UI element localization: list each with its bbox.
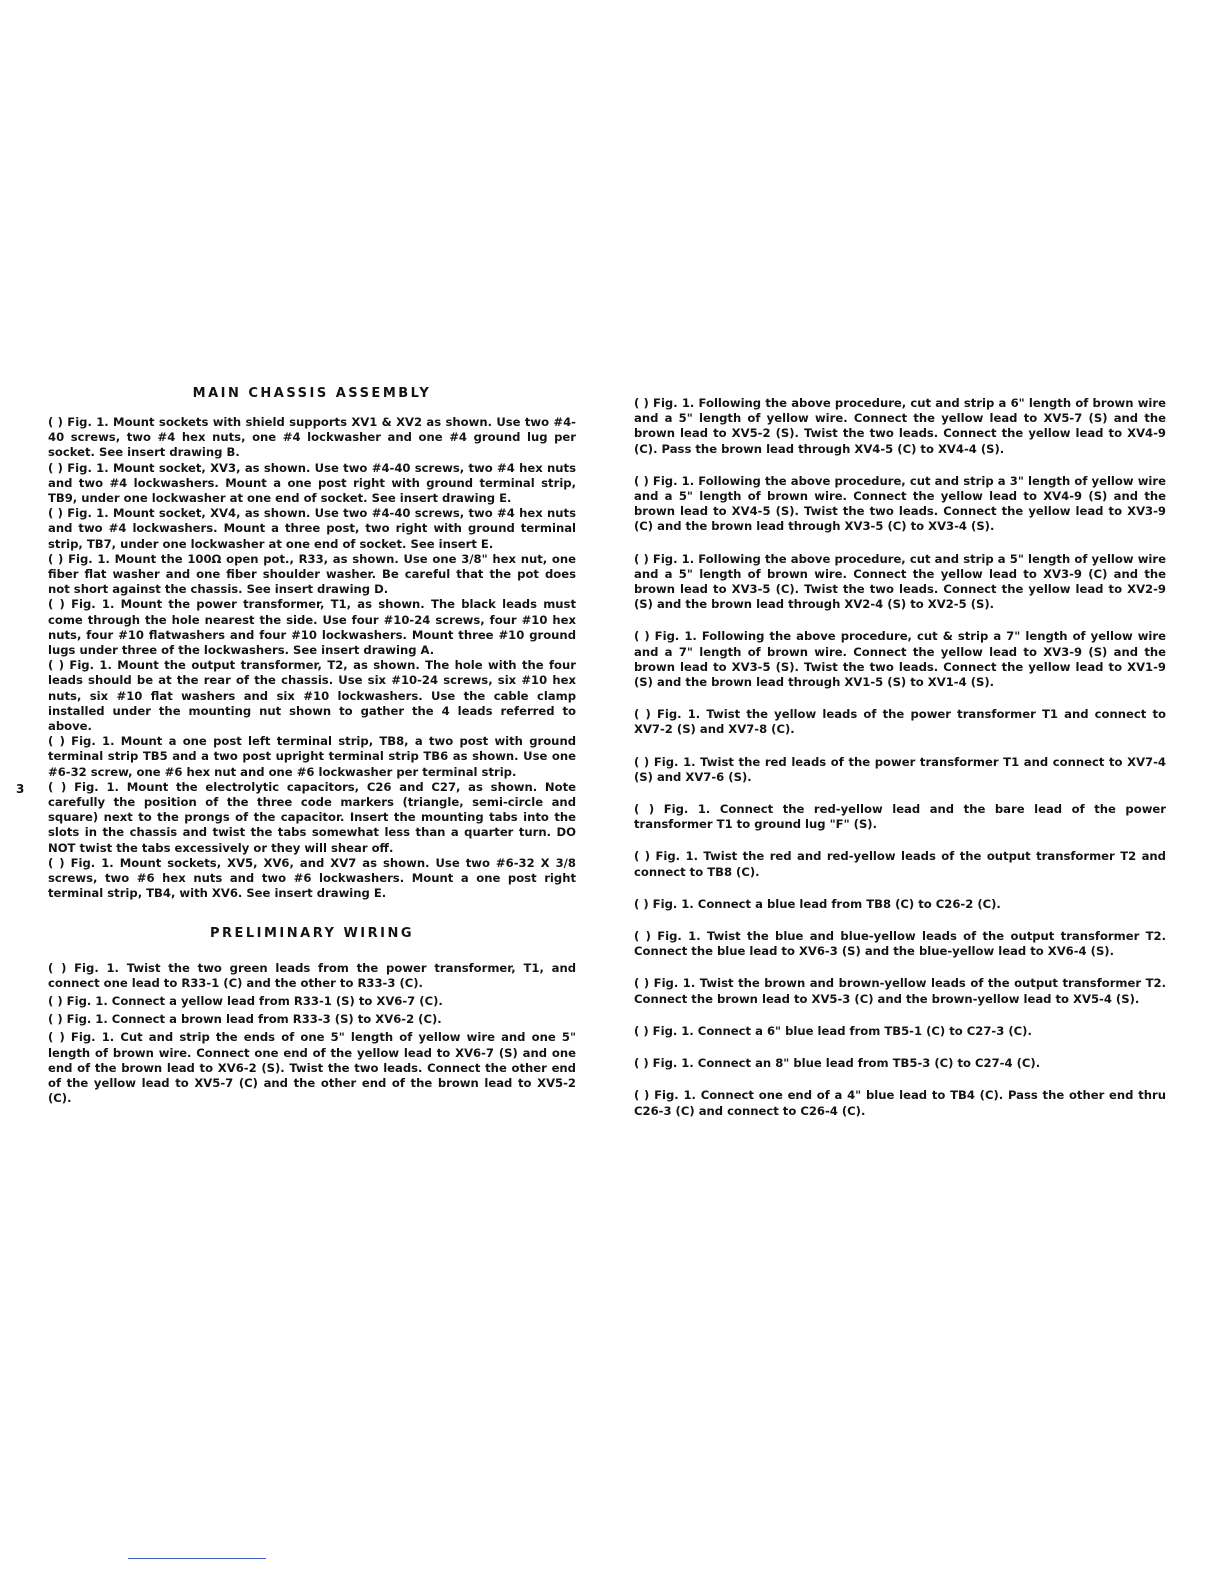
wiring-step: ( ) Fig. 1. Twist the red and red-yellow leads of the output transformer T2 and connect to TB8 (C). <box>634 849 1166 879</box>
wiring-step: ( ) Fig. 1. Twist the blue and blue-yellow leads of the output transformer T2. Connect the blue lead to XV6-3 (S) and the blue-yellow lead to XV6-4 (S). <box>634 929 1166 959</box>
main-chassis-heading: MAIN CHASSIS ASSEMBLY <box>192 386 432 401</box>
footer-rule <box>128 1558 266 1559</box>
page-number: 3 <box>16 782 25 796</box>
step-mount-xv1-xv2: ( ) Fig. 1. Mount sockets with shield supports XV1 & XV2 as shown. Use two #4-40 screws, two #4 hex nuts, one #4 lockwasher and one #4 ground lug per socket. See insert drawing B. <box>48 415 576 460</box>
step-mount-r33: ( ) Fig. 1. Mount the 100Ω open pot., R33, as shown. Use one 3/8" hex nut, one fiber flat washer and one fiber shoulder washer. Be careful that the pot does not short against the chassis. See insert drawing D. <box>48 551 576 597</box>
right-column <box>634 396 1166 1136</box>
step-mount-terminal-strips: ( ) Fig. 1. Mount a one post left terminal strip, TB8, a two post with ground terminal strip TB5 and a two post upright terminal strip TB6 as shown. Use one #6-32 screw, one #6 hex nut and one #6 lockwasher per terminal strip. <box>48 734 576 779</box>
wiring-step: ( ) Fig. 1. Following the above procedure, cut & strip a 7" length of yellow wire and a 7" length of brown wire. Connect the yellow lead to XV3-9 (S) and the brown lead to XV3-5 (S). Twist the two leads. Connect the yellow lead to XV1-9 (S) and the brown lead through XV1-5 (S) to XV1-4 (S). <box>634 629 1166 690</box>
step-mount-xv4: ( ) Fig. 1. Mount socket, XV4, as shown. Use two #4-40 screws, two #4 hex nuts and two #4 lockwashers. Mount a three post, two right with ground terminal strip, TB7, under one lockwasher at one end of socket. See insert E. <box>48 506 576 551</box>
wiring-step: ( ) Fig. 1. Connect a 6" blue lead from TB5-1 (C) to C27-3 (C). <box>634 1023 1032 1038</box>
preliminary-wiring-heading: PRELIMINARY WIRING <box>209 925 415 941</box>
wiring-step: ( ) Fig. 1. Twist the brown and brown-yellow leads of the output transformer T2. Connect the brown lead to XV5-3 (C) and the brown-yellow lead to XV5-4 (S). <box>634 976 1166 1006</box>
wiring-step: ( ) Fig. 1. Connect the red-yellow lead and the bare lead of the power transformer T1 to ground lug "F" (S). <box>634 802 1166 832</box>
wiring-step: ( ) Fig. 1. Twist the yellow leads of the power transformer T1 and connect to XV7-2 (S) and XV7-8 (C). <box>634 707 1166 737</box>
preliminary-wiring-steps <box>48 961 576 1107</box>
step-mount-t2: ( ) Fig. 1. Mount the output transformer, T2, as shown. The hole with the four leads should be at the rear of the chassis. Use six #10-24 screws, six #10 hex nuts, six #10 flat washers and six #10 lockwashers. Use the cable clamp installed under the mounting nut shown to gather the 4 leads referred to above. <box>48 658 576 734</box>
step-mount-xv5-xv7: ( ) Fig. 1. Mount sockets, XV5, XV6, and XV7 as shown. Use two #6-32 X 3/8 screws, two #6 hex nuts and two #6 lockwashers. Mount a one post right terminal strip, TB4, with XV6. See insert drawing E. <box>48 855 576 901</box>
step-mount-xv3: ( ) Fig. 1. Mount socket, XV3, as shown. Use two #4-40 screws, two #4 hex nuts and two #4 lockwashers. Mount a one post right with ground terminal strip, TB9, under one lockwasher at one end of socket. See insert drawing E. <box>48 460 576 506</box>
wiring-step: ( ) Fig. 1. Connect one end of a 4" blue lead to TB4 (C). Pass the other end thru C26-3 (C) and connect to C26-4 (C). <box>634 1088 1166 1118</box>
main-chassis-steps <box>48 415 576 902</box>
wiring-step: ( ) Fig. 1. Twist the two green leads from the power transformer, T1, and connect one lead to R33-1 (C) and the other to R33-3 (C). <box>48 960 576 990</box>
wiring-step: ( ) Fig. 1. Following the above procedure, cut and strip a 5" length of yellow wire and a 5" length of brown wire. Connect the yellow lead to XV3-9 (C) and the brown lead to XV3-5 (C). Twist the two leads. Connect the yellow lead to XV2-9 (S) and the brown lead through XV2-4 (S) to XV2-5 (S). <box>634 551 1166 612</box>
wiring-step: ( ) Fig. 1. Following the above procedure, cut and strip a 6" length of brown wire and a 5" length of yellow wire. Connect the yellow lead to XV5-7 (S) and the brown lead to XV5-2 (S). Twist the two leads. Connect the yellow lead to XV4-9 (C). Pass the brown lead through XV4-5 (C) to XV4-4 (S). <box>634 396 1166 456</box>
step-mount-t1: ( ) Fig. 1. Mount the power transformer, T1, as shown. The black leads must come through the hole nearest the side. Use four #10-24 screws, four #10 hex nuts, four #10 flatwashers and four #10 lockwashers. Mount three #10 ground lugs under three of the lockwashers. See insert drawing A. <box>48 597 576 658</box>
wiring-step: ( ) Fig. 1. Connect a yellow lead from R33-1 (S) to XV6-7 (C). <box>48 993 443 1008</box>
wiring-step: ( ) Fig. 1. Connect a blue lead from TB8 (C) to C26-2 (C). <box>634 896 1001 911</box>
wiring-step: ( ) Fig. 1. Connect an 8" blue lead from TB5-3 (C) to C27-4 (C). <box>634 1056 1041 1071</box>
left-column <box>48 386 576 1109</box>
wiring-step: ( ) Fig. 1. Cut and strip the ends of one 5" length of yellow wire and one 5" length of brown wire. Connect one end of the yellow lead to XV6-7 (S) and one end of the brown lead to XV6-2 (S). Twist the two leads. Connect the other end of the yellow lead to XV5-7 (C) and the other end of the brown lead to XV5-2 (C). <box>48 1030 576 1106</box>
wiring-step: ( ) Fig. 1. Following the above procedure, cut and strip a 3" length of yellow wire and a 5" length of brown wire. Connect the yellow lead to XV4-9 (S) and the brown lead to XV4-5 (S). Twist the two leads. Connect the yellow lead to XV3-9 (C) and the brown lead through XV3-5 (C) to XV3-4 (S). <box>634 473 1166 534</box>
wiring-step: ( ) Fig. 1. Twist the red leads of the power transformer T1 and connect to XV7-4 (S) and XV7-6 (S). <box>634 754 1166 784</box>
step-mount-capacitors: ( ) Fig. 1. Mount the electrolytic capacitors, C26 and C27, as shown. Note carefully the position of the three code markers (triangle, semi-circle and square) next to the prongs of the capacitor. Insert the mounting tabs into the slots in the chassis and twist the tabs somewhat less than a quarter turn. DO NOT twist the tabs excessively or they will shear off. <box>48 779 576 855</box>
wiring-step: ( ) Fig. 1. Connect a brown lead from R33-3 (S) to XV6-2 (C). <box>48 1012 442 1027</box>
